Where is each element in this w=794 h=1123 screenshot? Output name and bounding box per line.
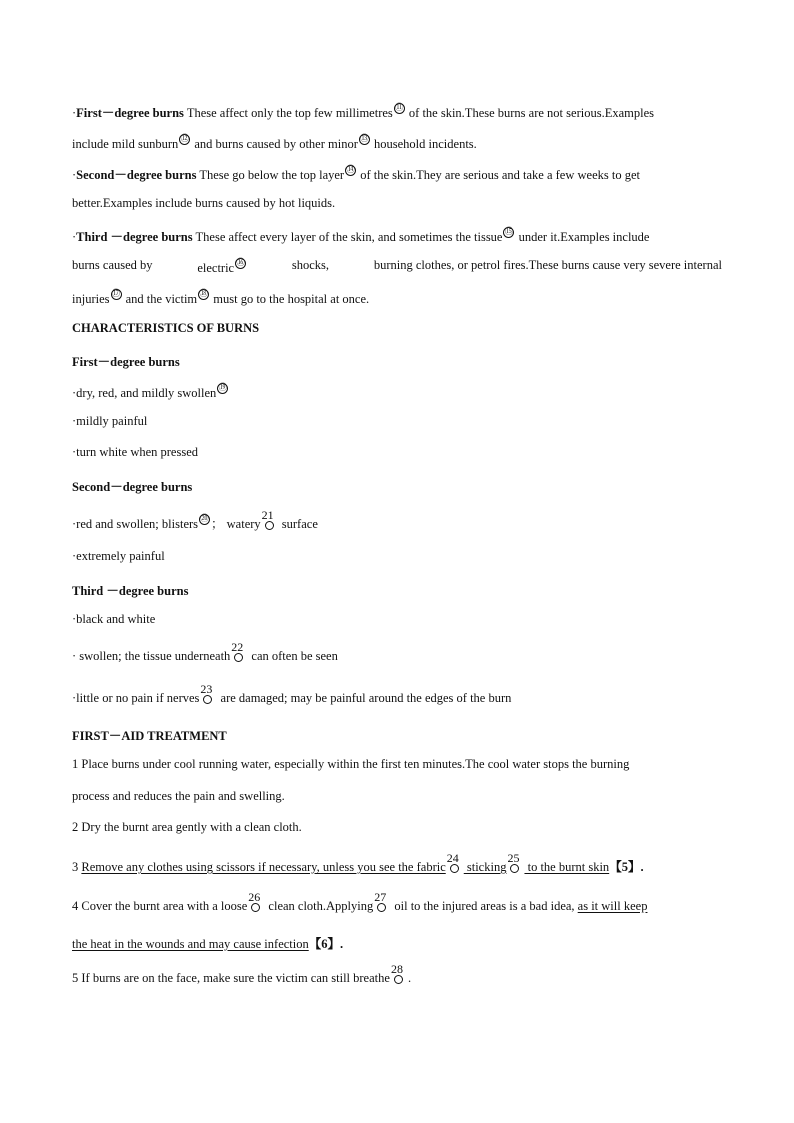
blank-marker: 25	[509, 863, 521, 873]
char-third-item-3: ·little or no pain if nerves 23 are damaged; may be painful around the edges of the burn	[72, 682, 512, 705]
blank-marker: 21	[264, 520, 276, 530]
blank-marker: 23	[202, 694, 214, 704]
note-marker: ⑫	[180, 134, 189, 144]
characteristics-heading: CHARACTERISTICS OF BURNS	[72, 321, 260, 335]
char-second-title: Second－degree burns	[72, 480, 193, 494]
note-marker: ⑳	[200, 514, 209, 524]
char-first-title: First－degree burns	[72, 355, 180, 369]
first-aid-step-2: 2 Dry the burnt area gently with a clean cloth.	[72, 820, 302, 834]
note-marker: ⑲	[218, 383, 228, 393]
note-marker: ⑪	[395, 103, 404, 113]
first-aid-step-4-line-1: 4 Cover the burnt area with a loose 26 clean cloth.Applying 27 oil to the injured areas is a bad idea, as it will keep	[72, 890, 648, 913]
char-first-item-1: ·dry, red, and mildly swollen ⑲	[72, 383, 228, 400]
first-aid-step-1-line-2: process and reduces the pain and swelling.	[72, 789, 285, 803]
char-second-item-1: ·red and swollen; blisters ⑳ ； watery 21 surface	[72, 508, 318, 531]
char-third-title: Third －degree burns	[72, 584, 189, 598]
char-first-item-3: ·turn white when pressed	[72, 445, 199, 459]
sentence-marker: 【5】.	[609, 860, 644, 874]
third-degree-line-2: burns caused by electric ⑯ shocks, burning clothes, or petrol fires.These burns cause very severe internal	[72, 258, 722, 275]
note-marker: ⑭	[346, 165, 355, 175]
blank-marker: 26	[250, 902, 262, 912]
note-marker: ⑯	[236, 258, 245, 268]
note-marker: ⑮	[504, 227, 514, 237]
first-aid-step-4-line-2: the heat in the wounds and may cause infection【6】.	[72, 937, 344, 951]
char-third-item-2: · swollen; the tissue underneath 22 can often be seen	[72, 640, 338, 663]
third-degree-line-1: ·Third －degree burns These affect every layer of the skin, and sometimes the tissue ⑮ under it.Examples include	[72, 227, 650, 244]
note-marker: ⑬	[360, 134, 369, 144]
blank-marker: 27	[376, 902, 388, 912]
note-marker: ⑰	[111, 289, 121, 299]
char-first-item-2: ·mildly painful	[72, 414, 148, 428]
second-degree-title: Second－degree burns	[76, 168, 197, 182]
first-aid-step-5: 5 If burns are on the face, make sure the victim can still breathe 28 .	[72, 962, 412, 985]
blank-marker: 28	[393, 974, 405, 984]
char-second-item-2: ·extremely painful	[72, 549, 165, 563]
blank-marker: 22	[233, 652, 245, 662]
char-third-item-1: ·black and white	[72, 612, 156, 626]
first-degree-title: First－degree burns	[76, 106, 184, 120]
first-aid-step-3: 3 Remove any clothes using scissors if necessary, unless you see the fabric 24 sticking 25 to the burnt skin【5】.	[72, 851, 644, 874]
third-degree-title: Third －degree burns	[76, 230, 193, 244]
blank-marker: 24	[449, 863, 461, 873]
sentence-marker: 【6】.	[308, 937, 344, 951]
second-degree-line-2: better.Examples include burns caused by hot liquids.	[72, 196, 336, 210]
note-marker: ⑱	[199, 289, 208, 299]
first-degree-line-2: include mild sunburn ⑫ and burns caused by other minor ⑬ household incidents.	[72, 134, 477, 151]
third-degree-line-3: injuries ⑰ and the victim ⑱ must go to the hospital at once.	[72, 289, 370, 306]
second-degree-line-1: ·Second－degree burns These go below the top layer ⑭ of the skin.They are serious and take a few weeks to get	[72, 165, 640, 182]
first-degree-line-1: ·First－degree burns These affect only the top few millimetres ⑪ of the skin.These burns are not serious.Examples	[72, 103, 654, 120]
first-aid-heading: FIRST－AID TREATMENT	[72, 729, 227, 743]
first-aid-step-1-line-1: 1 Place burns under cool running water, especially within the first ten minutes.The cool water stops the burning	[72, 757, 630, 771]
